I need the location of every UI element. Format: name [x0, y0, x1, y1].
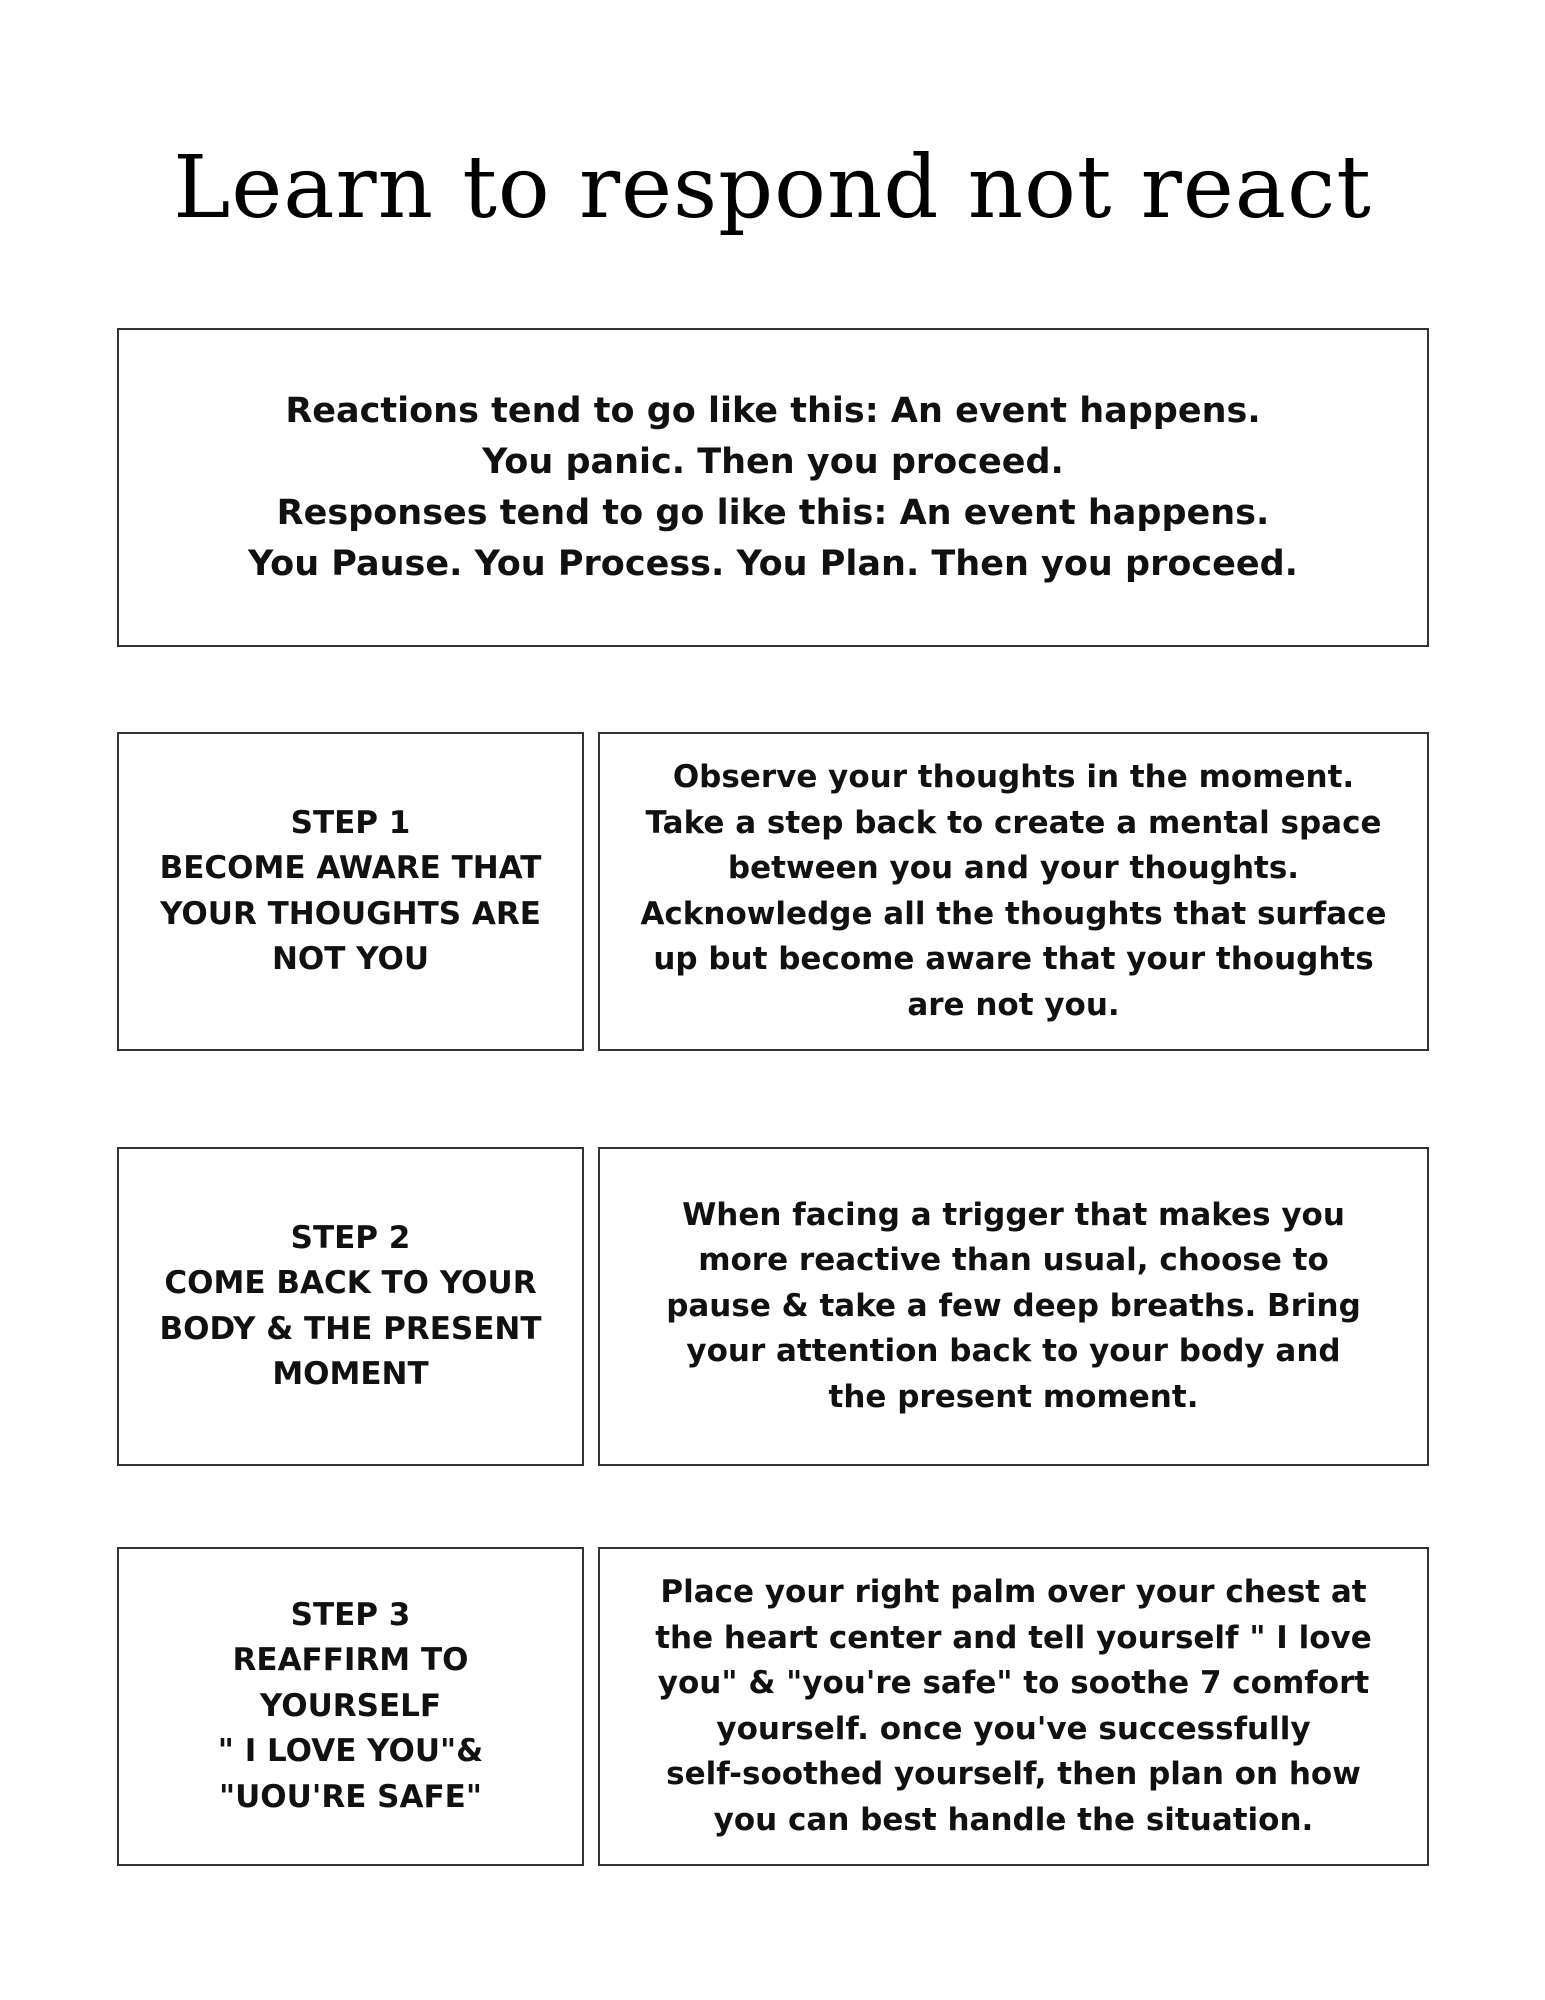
step-description-line: the heart center and tell yourself " I love	[655, 1619, 1372, 1656]
intro-text	[248, 386, 1298, 590]
step-label-line: NOT YOU	[271, 941, 430, 977]
step-3-description-box	[598, 1547, 1429, 1866]
step-label-line: BECOME AWARE THAT	[159, 850, 542, 886]
step-2-description	[666, 1193, 1361, 1421]
step-label-line: STEP 2	[290, 1219, 411, 1256]
step-description-line: up but become aware that your thoughts	[653, 941, 1374, 977]
intro-line: Reactions tend to go like this: An event happens.	[285, 390, 1261, 431]
step-2-label-box	[117, 1147, 584, 1466]
step-description-line: between you and your thoughts.	[727, 850, 1300, 886]
step-label-line: MOMENT	[272, 1356, 429, 1392]
step-label-line: " I LOVE YOU"&	[217, 1733, 484, 1770]
step-description-line: you can best handle the situation.	[713, 1801, 1314, 1838]
step-description-line: Acknowledge all the thoughts that surface	[640, 895, 1387, 932]
intro-line: You Pause. You Process. You Plan. Then you proceed.	[248, 543, 1298, 584]
step-description-line: your attention back to your body and	[686, 1333, 1341, 1370]
step-2-label	[160, 1216, 542, 1398]
step-1-description-box	[598, 732, 1429, 1051]
step-description-line: Observe your thoughts in the moment.	[672, 759, 1355, 795]
step-3-label	[218, 1593, 483, 1821]
step-description-line: Place your right palm over your chest at	[660, 1574, 1367, 1610]
step-label-line: COME BACK TO YOUR	[164, 1265, 537, 1301]
step-description-line: more reactive than usual, choose to	[698, 1242, 1329, 1279]
step-description-line: When facing a trigger that makes you	[682, 1196, 1345, 1233]
intro-box	[117, 328, 1429, 647]
intro-line: Responses tend to go like this: An event happens.	[276, 492, 1270, 533]
step-label-line: REAFFIRM TO	[232, 1642, 469, 1679]
step-1-label-box	[117, 732, 584, 1051]
step-3-label-box	[117, 1547, 584, 1866]
step-description-line: the present moment.	[828, 1378, 1199, 1415]
step-description-line: are not you.	[907, 986, 1120, 1023]
step-label-line: YOUR THOUGHTS ARE	[160, 895, 541, 932]
step-label-line: BODY & THE PRESENT	[159, 1310, 542, 1347]
step-description-line: yourself. once you've successfully	[716, 1710, 1311, 1747]
page-title: Learn to respond not react	[173, 138, 1372, 238]
step-1-description	[640, 755, 1386, 1028]
step-description-line: self-soothed yourself, then plan on how	[666, 1756, 1361, 1792]
step-label-line: "UOU'RE SAFE"	[218, 1778, 482, 1815]
intro-line: You panic. Then you proceed.	[482, 441, 1064, 482]
step-1-label	[160, 801, 542, 983]
step-2-description-box	[598, 1147, 1429, 1466]
step-label-line: YOURSELF	[259, 1687, 442, 1724]
step-description-line: Take a step back to create a mental space	[645, 804, 1382, 841]
step-description-line: you" & "you're safe" to soothe 7 comfort	[657, 1665, 1370, 1701]
step-3-description	[655, 1570, 1372, 1843]
step-label-line: STEP 1	[290, 804, 411, 841]
step-label-line: STEP 3	[290, 1596, 411, 1633]
step-description-line: pause & take a few deep breaths. Bring	[666, 1287, 1361, 1324]
